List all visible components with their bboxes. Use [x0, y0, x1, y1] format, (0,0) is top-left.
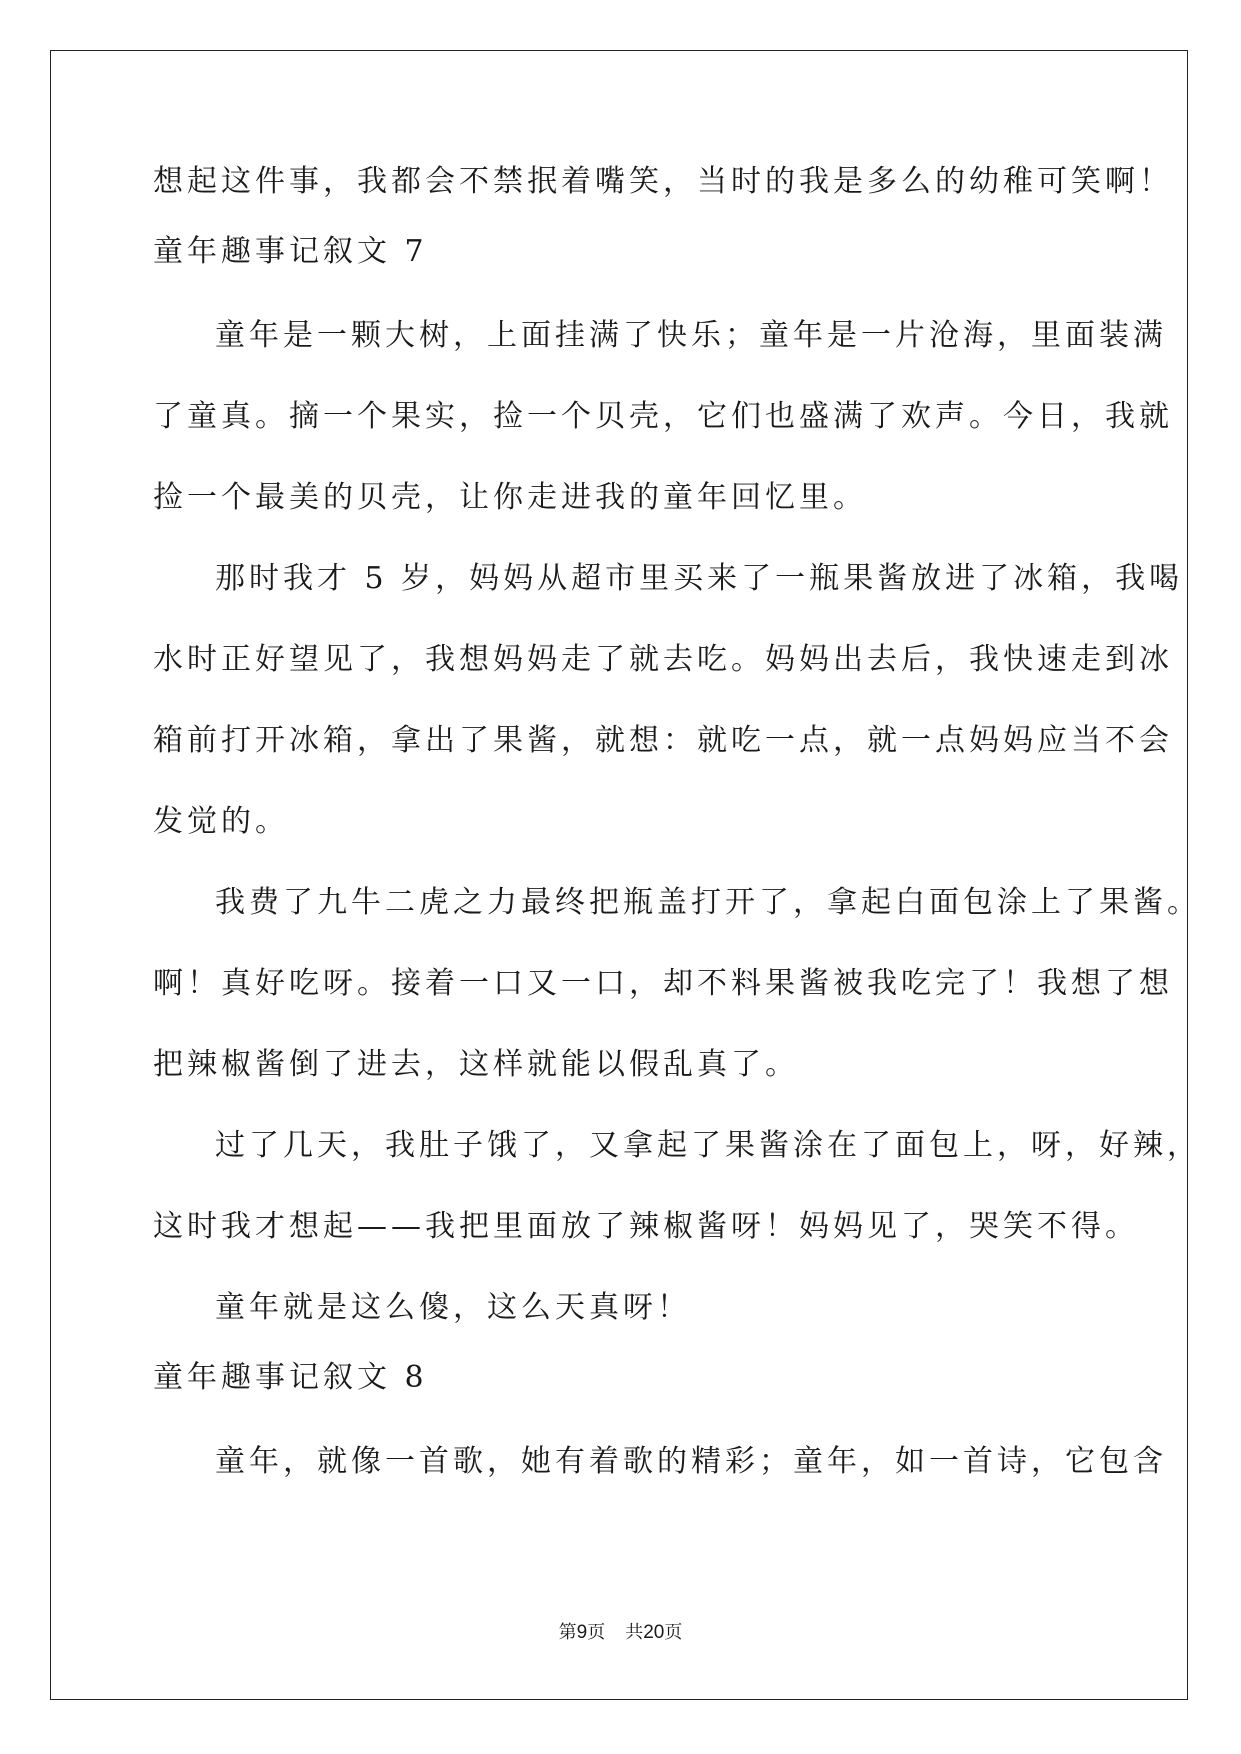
- text-line: 想起这件事，我都会不禁抿着嘴笑，当时的我是多么的幼稚可笑啊！: [153, 164, 1173, 199]
- total-prefix: 共: [625, 1622, 644, 1643]
- page-total: 20: [643, 1622, 665, 1643]
- paragraph-line: 啊！真好吃呀。接着一口又一口，却不料果酱被我吃完了！我想了想: [153, 966, 1173, 1001]
- paragraph-line: 童年，就像一首歌，她有着歌的精彩；童年，如一首诗，它包含: [215, 1444, 1167, 1479]
- page-unit: 页: [587, 1622, 606, 1643]
- paragraph-line: 捡一个最美的贝壳，让你走进我的童年回忆里。: [153, 480, 867, 515]
- paragraph-line: 把辣椒酱倒了进去，这样就能以假乱真了。: [153, 1047, 799, 1082]
- paragraph-line: 这时我才想起——我把里面放了辣椒酱呀！妈妈见了，哭笑不得。: [153, 1209, 1139, 1244]
- paragraph-line: 过了几天，我肚子饿了，又拿起了果酱涂在了面包上，呀，好辣，: [215, 1128, 1201, 1163]
- paragraph-line: 箱前打开冰箱，拿出了果酱，就想：就吃一点，就一点妈妈应当不会: [153, 723, 1173, 758]
- paragraph-line: 水时正好望见了，我想妈妈走了就去吃。妈妈出去后，我快速走到冰: [153, 642, 1173, 677]
- paragraph-line: 了童真。摘一个果实，捡一个贝壳，它们也盛满了欢声。今日，我就: [153, 399, 1173, 434]
- page-current: 9: [576, 1622, 588, 1643]
- paragraph-line: 童年是一颗大树，上面挂满了快乐；童年是一片沧海，里面装满: [215, 318, 1167, 353]
- paragraph-line: 那时我才 5 岁，妈妈从超市里买来了一瓶果酱放进了冰箱，我喝: [215, 561, 1184, 596]
- page-footer: [0, 1621, 1241, 1645]
- section-heading: 童年趣事记叙文 7: [153, 234, 428, 269]
- paragraph-line: 发觉的。: [153, 804, 289, 839]
- paragraph-line: 童年就是这么傻，这么天真呀！: [215, 1290, 691, 1325]
- page-prefix: 第: [558, 1622, 577, 1643]
- section-heading: 童年趣事记叙文 8: [153, 1360, 428, 1395]
- total-unit: 页: [664, 1622, 683, 1643]
- paragraph-line: 我费了九牛二虎之力最终把瓶盖打开了，拿起白面包涂上了果酱。: [215, 885, 1201, 920]
